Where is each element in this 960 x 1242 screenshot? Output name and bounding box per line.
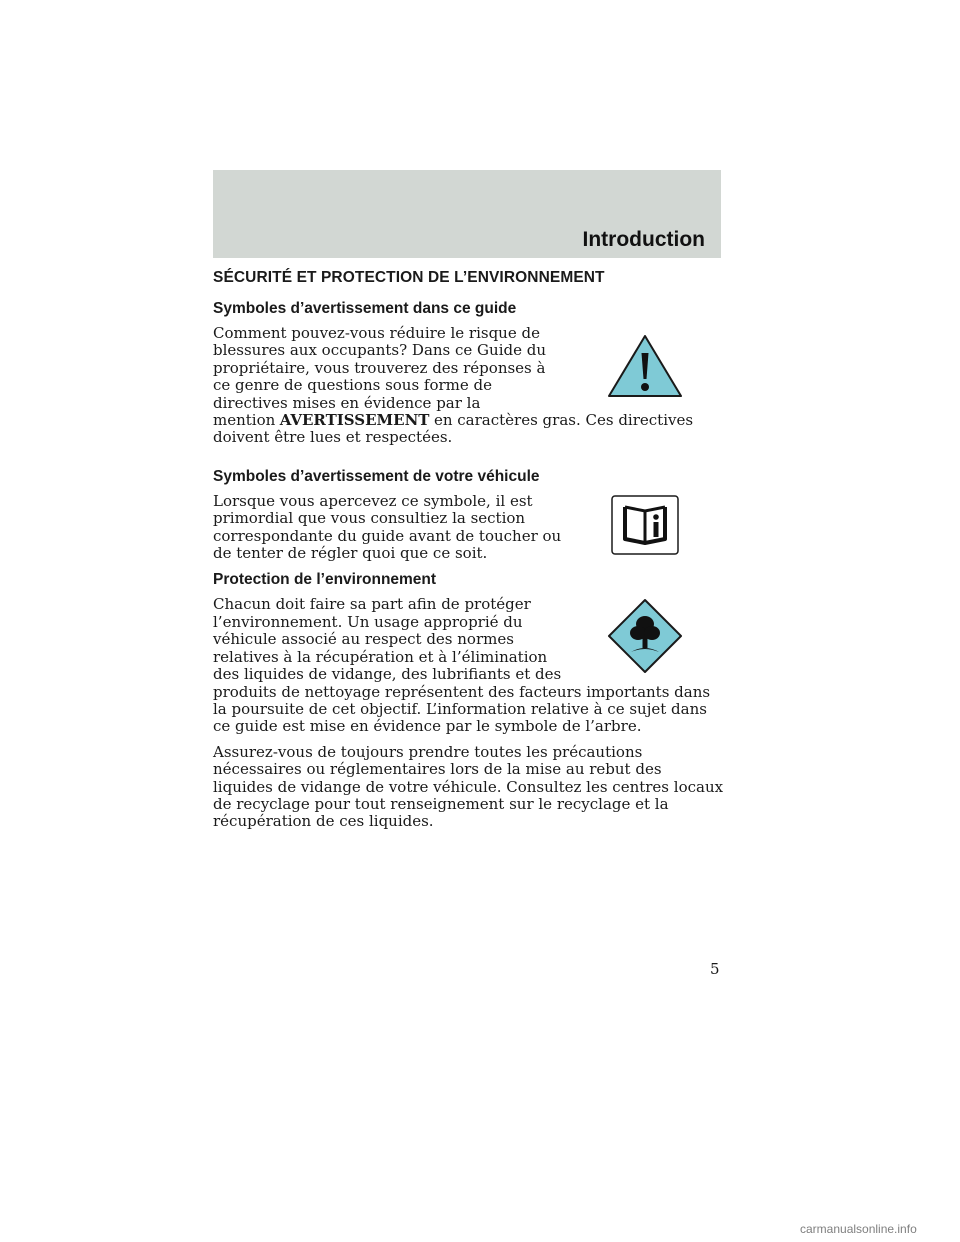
warning-paragraph-text-end: en caractères gras. Ces directives doivent être lues et respectées. bbox=[213, 411, 694, 447]
section-header-band bbox=[213, 170, 721, 258]
environment-paragraph-2: Assurez-vous de toujours prendre toutes les précautions nécessaires ou réglementaires lors de la mise au rebut des liquides de vidange de votre véhicule. Consultez les centres locaux de recyclage pour tout renseignement sur le recyclage et la récupération de ces liquides. bbox=[213, 742, 724, 831]
environment-paragraph: Chacun doit faire sa part afin de protéger l’environnement. Un usage approprié du véhicule associé au respect des normes relatives à la récupération et à l’élimination des liquides de vidange, des lubrifiants et des produits de nettoyage représentent des facteurs importants dans la poursuite de cet objectif. L’information relative à ce sujet dans ce guide est mise en évidence par le symbole de l’arbre. bbox=[213, 595, 711, 736]
avertissement-bold: AVERTISSEMENT bbox=[279, 411, 430, 430]
section-title: Introduction bbox=[582, 228, 705, 251]
tree-figure bbox=[565, 598, 725, 674]
vehicle-symbols-paragraph: Lorsque vous apercevez ce symbole, il est primordial que vous consultiez la section correspondante du guide avant de toucher ou de tenter de régler quoi que ce soit. bbox=[213, 491, 562, 563]
watermark: carmanualsonline.info bbox=[800, 1222, 917, 1236]
main-title: SÉCURITÉ ET PROTECTION DE L’ENVIRONNEMENT bbox=[213, 269, 605, 286]
page-content bbox=[213, 268, 725, 839]
owner-guide-book-icon bbox=[611, 495, 679, 555]
book-figure bbox=[565, 495, 725, 555]
section-heading-warning-symbols-guide: Symboles d’avertissement dans ce guide bbox=[213, 300, 517, 317]
section-heading-vehicle-symbols: Symboles d’avertissement de votre véhicule bbox=[213, 467, 540, 485]
section-heading-environment: Protection de l’environnement bbox=[213, 571, 437, 589]
warning-paragraph-text: Comment pouvez-vous réduire le risque de blessures aux occupants? Dans ce Guide du propriétaire, vous trouverez des réponses à ce genre de questions sous forme de directives mises en évidence par la mention bbox=[213, 324, 547, 430]
page-number: 5 bbox=[710, 960, 720, 978]
warning-triangle-icon bbox=[606, 333, 684, 399]
warning-figure bbox=[565, 333, 725, 399]
environment-tree-icon bbox=[607, 598, 683, 674]
